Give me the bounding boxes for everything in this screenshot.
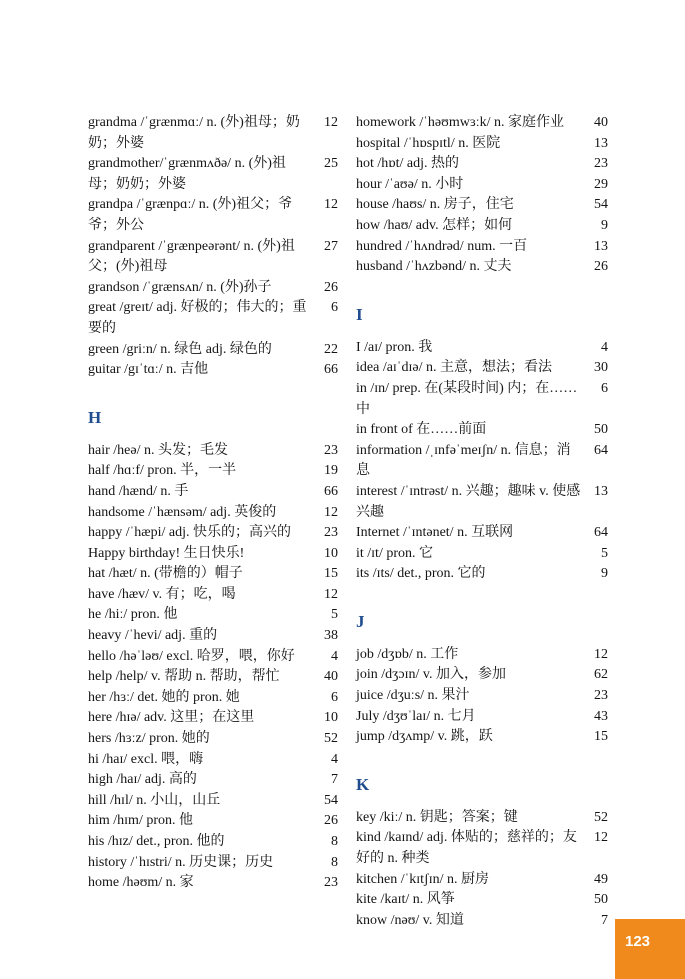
glossary-entry xyxy=(356,808,608,829)
entry-text: him /hɪm/ pron. 他 xyxy=(88,813,193,829)
entry-page-number: 64 xyxy=(594,525,608,541)
entry-text: July /dʒʊˈlaɪ/ n. 七月 xyxy=(356,708,476,724)
entry-page-number: 9 xyxy=(601,566,608,582)
entry-text: guitar /gɪˈtɑː/ n. 吉他 xyxy=(88,362,209,378)
entry-page-number: 54 xyxy=(594,197,608,213)
glossary-entry xyxy=(356,911,608,932)
entry-page-number: 9 xyxy=(601,217,608,233)
glossary-entry xyxy=(88,832,338,853)
glossary-entry xyxy=(88,708,338,729)
glossary-entry xyxy=(356,441,608,482)
page-number: 123 xyxy=(625,933,651,950)
entry-page-number: 38 xyxy=(324,628,338,644)
glossary-entry xyxy=(88,853,338,874)
entry-text: high /haɪ/ adj. 高的 xyxy=(88,772,197,788)
entry-text: her /hɜː/ det. 她的 pron. 她 xyxy=(88,689,240,705)
entry-text: handsome /ˈhænsəm/ adj. 英俊的 xyxy=(88,504,277,520)
entry-page-number: 40 xyxy=(594,115,608,130)
section-heading-i: I xyxy=(356,304,363,324)
glossary-entry xyxy=(356,113,608,134)
glossary-entry xyxy=(356,665,608,686)
entry-page-number: 13 xyxy=(594,135,608,151)
glossary-entry xyxy=(88,237,338,278)
entry-page-number: 12 xyxy=(324,586,338,602)
entry-text: hand /hænd/ n. 手 xyxy=(88,483,189,499)
entry-page-number: 26 xyxy=(324,279,338,295)
entry-text: homework /ˈhəʊmwɜːk/ n. 家庭作业 xyxy=(356,115,564,130)
glossary-entry xyxy=(356,379,608,420)
entry-text: in /ɪn/ prep. 在(某段时间) 内；在……中 xyxy=(356,380,578,417)
glossary-entry xyxy=(88,278,338,299)
entry-page-number: 40 xyxy=(324,669,338,685)
entry-page-number: 23 xyxy=(324,525,338,541)
entry-text: grandpa /ˈgrænpɑː/ n. (外)祖父；爷爷；外公 xyxy=(88,197,293,233)
entry-page-number: 23 xyxy=(594,156,608,172)
entry-page-number: 27 xyxy=(324,238,338,254)
entry-text: half /hɑːf/ pron. 半，一半 xyxy=(88,463,237,479)
entry-text: hundred /ˈhʌndrəd/ num. 一百 xyxy=(356,238,528,254)
glossary-entry xyxy=(356,338,608,359)
glossary-entry xyxy=(88,873,338,894)
entry-text: Internet /ˈɪntənet/ n. 互联网 xyxy=(356,525,514,541)
entry-text: know /nəʊ/ v. 知道 xyxy=(356,912,464,928)
entry-text: hello /həˈləʊ/ excl. 哈罗，喂，你好 xyxy=(88,648,295,664)
entry-text: history /ˈhɪstri/ n. 历史课；历史 xyxy=(88,854,274,870)
entry-page-number: 26 xyxy=(594,259,608,275)
entry-page-number: 54 xyxy=(324,792,338,808)
entry-text: house /haʊs/ n. 房子，住宅 xyxy=(356,197,514,213)
entry-text: hill /hɪl/ n. 小山，山丘 xyxy=(88,792,221,808)
glossary-entry xyxy=(88,585,338,606)
entry-page-number: 49 xyxy=(594,871,608,887)
entry-page-number: 30 xyxy=(594,360,608,376)
entry-page-number: 12 xyxy=(324,115,338,130)
entry-page-number: 6 xyxy=(601,380,608,396)
glossary-entry xyxy=(88,811,338,832)
glossary-entry xyxy=(356,134,608,155)
entry-text: hour /ˈaʊə/ n. 小时 xyxy=(356,176,464,192)
entry-page-number: 5 xyxy=(601,545,608,561)
entry-text: heavy /ˈhevi/ adj. 重的 xyxy=(88,628,218,644)
entry-page-number: 10 xyxy=(324,710,338,726)
entry-text: hat /hæt/ n. (带檐的）帽子 xyxy=(88,566,243,582)
glossary-entry xyxy=(356,482,608,523)
entry-text: hair /heə/ n. 头发；毛发 xyxy=(88,442,228,458)
entry-text: hot /hɒt/ adj. 热的 xyxy=(356,156,459,172)
entry-page-number: 23 xyxy=(594,688,608,704)
entry-page-number: 13 xyxy=(594,238,608,254)
entry-page-number: 50 xyxy=(594,892,608,908)
entry-text: jump /dʒʌmp/ v. 跳，跃 xyxy=(356,729,493,745)
glossary-entry xyxy=(356,154,608,175)
glossary-entry xyxy=(356,870,608,891)
glossary-entry xyxy=(88,482,338,503)
entry-page-number: 19 xyxy=(324,463,338,479)
entry-page-number: 6 xyxy=(331,300,338,316)
glossary-column-left xyxy=(88,113,338,894)
section-heading-k: K xyxy=(356,774,370,794)
entry-text: interest /ˈɪntrəst/ n. 兴趣；趣味 v. 使感兴趣 xyxy=(356,483,581,520)
glossary-entry xyxy=(356,645,608,666)
entry-text: grandson /ˈgrænsʌn/ n. (外)孙子 xyxy=(88,279,272,295)
glossary-entry xyxy=(356,195,608,216)
glossary-entry xyxy=(88,626,338,647)
glossary-entry xyxy=(356,237,608,258)
entry-text: idea /aɪˈdɪə/ n. 主意，想法；看法 xyxy=(356,360,552,376)
glossary-entry xyxy=(356,175,608,196)
entry-text: husband /ˈhʌzbənd/ n. 丈夫 xyxy=(356,259,512,275)
glossary-entry xyxy=(356,420,608,441)
entry-page-number: 8 xyxy=(331,854,338,870)
entry-text: juice /dʒuːs/ n. 果汁 xyxy=(356,688,470,704)
entry-page-number: 7 xyxy=(601,912,608,928)
entry-page-number: 4 xyxy=(331,751,338,767)
entry-text: help /help/ v. 帮助 n. 帮助，帮忙 xyxy=(88,669,280,685)
section-heading-h: H xyxy=(88,407,102,427)
entry-text: hi /haɪ/ excl. 喂，嗨 xyxy=(88,751,204,767)
glossary-entry xyxy=(88,750,338,771)
entry-page-number: 64 xyxy=(594,442,608,458)
entry-page-number: 12 xyxy=(594,646,608,662)
glossary-entry xyxy=(88,791,338,812)
entry-text: key /kiː/ n. 钥匙；答案；键 xyxy=(356,809,518,825)
glossary-entry xyxy=(88,523,338,544)
glossary-entry xyxy=(88,461,338,482)
glossary-entry xyxy=(88,441,338,462)
entry-page-number: 12 xyxy=(594,830,608,846)
entry-text: in front of 在……前面 xyxy=(356,422,487,438)
glossary-entry xyxy=(88,360,338,381)
entry-page-number: 7 xyxy=(331,772,338,788)
entry-page-number: 23 xyxy=(324,442,338,458)
entry-text: join /dʒɔɪn/ v. 加入，参加 xyxy=(356,667,506,683)
entry-text: how /haʊ/ adv. 怎样；如何 xyxy=(356,217,513,233)
glossary-entry xyxy=(88,688,338,709)
entry-page-number: 52 xyxy=(324,731,338,747)
entry-text: Happy birthday! 生日快乐! xyxy=(88,545,245,561)
glossary-entry xyxy=(356,523,608,544)
entry-text: green /griːn/ n. 绿色 adj. 绿色的 xyxy=(88,341,272,357)
entry-text: grandparent /ˈgrænpeərənt/ n. (外)祖父；(外)祖母 xyxy=(88,238,295,275)
entry-page-number: 12 xyxy=(324,197,338,213)
entry-page-number: 5 xyxy=(331,607,338,623)
glossary-entry xyxy=(356,890,608,911)
entry-text: he /hiː/ pron. 他 xyxy=(88,607,178,623)
glossary-entry xyxy=(356,544,608,565)
entry-text: it /ɪt/ pron. 它 xyxy=(356,545,433,561)
glossary-entry xyxy=(356,216,608,237)
entry-page-number: 23 xyxy=(324,875,338,891)
entry-page-number: 4 xyxy=(601,339,608,355)
entry-text: here /hɪə/ adv. 这里；在这里 xyxy=(88,710,255,726)
glossary-entry xyxy=(356,707,608,728)
glossary-entry xyxy=(356,828,608,869)
entry-text: have /hæv/ v. 有；吃，喝 xyxy=(88,586,236,602)
entry-page-number: 12 xyxy=(324,504,338,520)
glossary-entry xyxy=(88,298,338,339)
entry-text: hers /hɜːz/ pron. 她的 xyxy=(88,731,210,747)
glossary-entry xyxy=(88,605,338,626)
glossary-entry xyxy=(356,727,608,748)
section-heading-j: J xyxy=(356,611,365,631)
entry-page-number: 15 xyxy=(594,729,608,745)
entry-text: kind /kaɪnd/ adj. 体贴的；慈祥的；友好的 n. 种类 xyxy=(356,830,577,867)
entry-text: information /ˌɪnfəˈmeɪʃn/ n. 信息；消息 xyxy=(356,442,571,479)
entry-page-number: 29 xyxy=(594,176,608,192)
glossary-entry xyxy=(356,564,608,585)
entry-page-number: 15 xyxy=(324,566,338,582)
glossary-entry xyxy=(88,729,338,750)
entry-text: home /həʊm/ n. 家 xyxy=(88,875,194,891)
page-number-tab xyxy=(615,919,685,979)
entry-page-number: 13 xyxy=(594,483,608,499)
entry-text: grandmother/ˈgrænmʌðə/ n. (外)祖母；奶奶；外婆 xyxy=(88,156,286,192)
entry-text: I /aɪ/ pron. 我 xyxy=(356,339,433,355)
entry-page-number: 50 xyxy=(594,422,608,438)
entry-page-number: 66 xyxy=(324,362,338,378)
glossary-entry xyxy=(88,564,338,585)
glossary-entry xyxy=(356,358,608,379)
entry-text: its /ɪts/ det., pron. 它的 xyxy=(356,566,486,582)
entry-page-number: 52 xyxy=(594,809,608,825)
glossary-column-right xyxy=(356,113,608,931)
glossary-entry xyxy=(88,544,338,565)
entry-page-number: 8 xyxy=(331,834,338,849)
glossary-entry xyxy=(88,154,338,195)
entry-text: kite /kaɪt/ n. 风筝 xyxy=(356,892,455,908)
entry-text: grandma /ˈgrænmɑː/ n. (外)祖母；奶奶；外婆 xyxy=(88,115,300,151)
glossary-entry xyxy=(88,647,338,668)
entry-page-number: 10 xyxy=(324,545,338,561)
glossary-entry xyxy=(356,257,608,278)
entry-page-number: 62 xyxy=(594,667,608,683)
glossary-entry xyxy=(88,667,338,688)
entry-text: hospital /ˈhɒspɪtl/ n. 医院 xyxy=(356,135,501,151)
entry-page-number: 26 xyxy=(324,813,338,829)
entry-page-number: 4 xyxy=(331,648,338,664)
entry-page-number: 6 xyxy=(331,689,338,705)
entry-text: job /dʒɒb/ n. 工作 xyxy=(356,646,459,662)
entry-page-number: 66 xyxy=(324,483,338,499)
glossary-entry xyxy=(88,340,338,361)
entry-text: his /hɪz/ det., pron. 他的 xyxy=(88,834,225,849)
glossary-entry xyxy=(88,195,338,236)
glossary-entry xyxy=(88,503,338,524)
entry-text: kitchen /ˈkɪtʃɪn/ n. 厨房 xyxy=(356,871,489,887)
entry-page-number: 43 xyxy=(594,708,608,724)
glossary-entry xyxy=(88,113,338,154)
glossary-entry xyxy=(356,686,608,707)
glossary-entry xyxy=(88,770,338,791)
entry-page-number: 25 xyxy=(324,156,338,172)
entry-text: happy /ˈhæpi/ adj. 快乐的；高兴的 xyxy=(88,525,291,541)
entry-text: great /greɪt/ adj. 好极的；伟大的；重要的 xyxy=(88,300,307,336)
entry-page-number: 22 xyxy=(324,341,338,357)
